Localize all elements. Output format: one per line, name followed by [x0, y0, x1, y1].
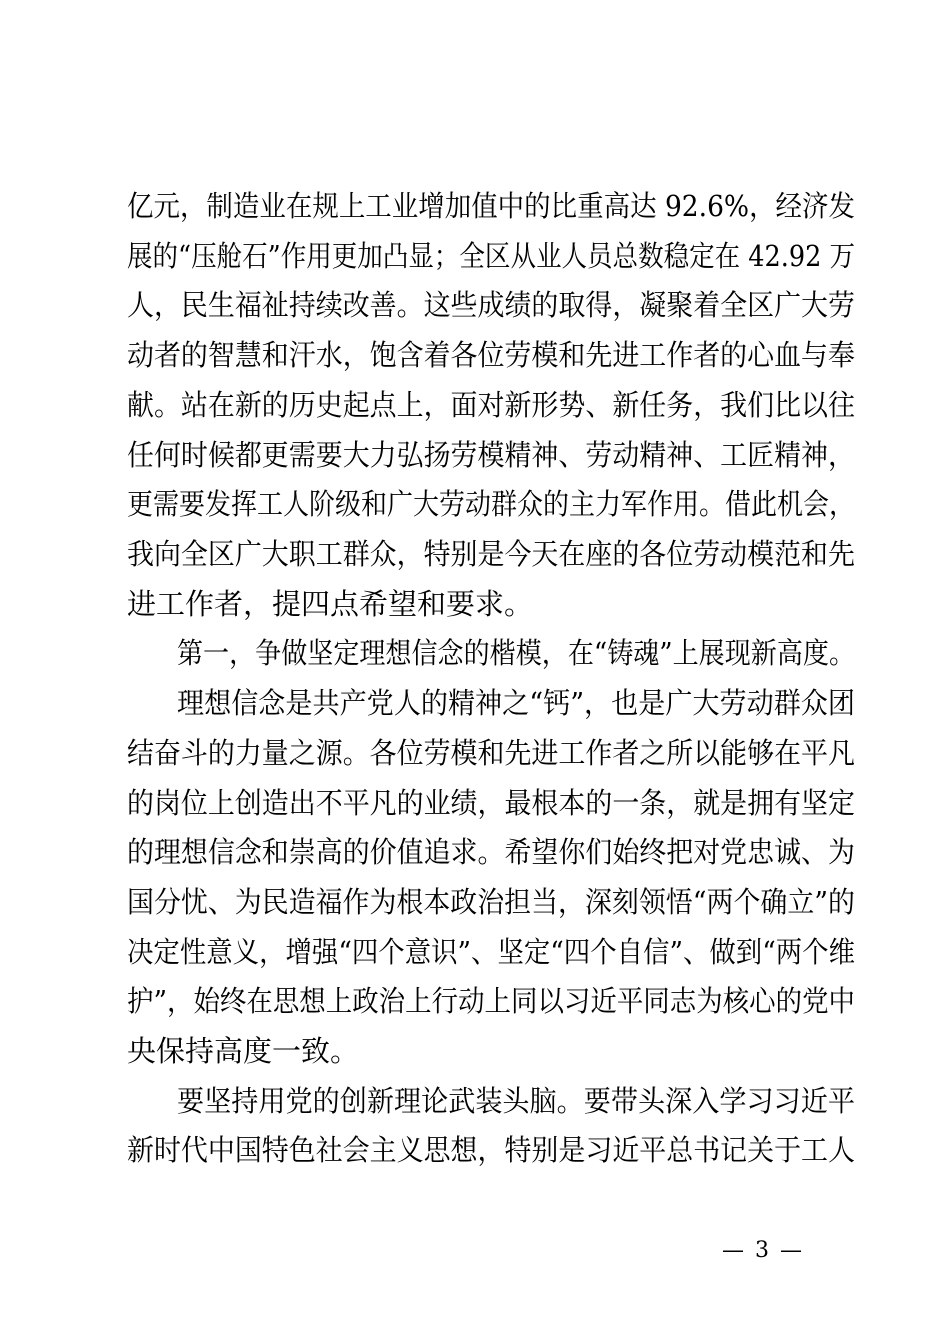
text-line-content: 国分忧、为民造福作为根本政治担当，深刻领悟“两个确立”的: [127, 885, 855, 919]
text-line: [0, 484, 950, 524]
text-line-content: 的岗位上创造出不平凡的业绩，最根本的一条，就是拥有坚定: [127, 786, 855, 820]
text-line-content: 要坚持用党的创新理论武装头脑。要带头深入学习习近平: [177, 1084, 855, 1118]
section-heading-text: 第一，争做坚定理想信念的楷模，在“铸魂”上展现新高度。: [177, 636, 855, 670]
text-line: [0, 932, 950, 972]
text-line: [0, 832, 950, 872]
text-line-content: 新时代中国特色社会主义思想，特别是习近平总书记关于工人: [127, 1133, 855, 1167]
text-line-content: 任何时候都更需要大力弘扬劳模精神、劳动精神、工匠精神，: [127, 438, 855, 472]
text-line-content: 亿元，制造业在规上工业增加值中的比重高达 92.6%，经济发: [127, 189, 855, 223]
text-line-content: 的理想信念和崇高的价值追求。希望你们始终把对党忠诚、为: [127, 835, 855, 869]
text-line: [0, 584, 950, 624]
page-number-text: — 3 —: [722, 1238, 804, 1263]
page-number: [0, 1236, 950, 1266]
text-line: [0, 1081, 950, 1121]
text-line: [0, 981, 950, 1021]
text-line: [0, 385, 950, 425]
section-heading: [0, 633, 950, 673]
text-line: [0, 683, 950, 723]
text-line: [0, 534, 950, 574]
text-line-content: 进工作者，提四点希望和要求。: [127, 587, 534, 621]
text-line: [0, 1130, 950, 1170]
text-line: [0, 882, 950, 922]
text-line-content: 央保持高度一致。: [127, 1034, 360, 1068]
text-line: [0, 335, 950, 375]
text-line-content: 人，民生福祉持续改善。这些成绩的取得，凝聚着全区广大劳: [127, 288, 855, 322]
text-line-content: 护”，始终在思想上政治上行动上同以习近平同志为核心的党中: [127, 984, 855, 1018]
text-line-content: 决定性意义，增强“四个意识”、坚定“四个自信”、做到“两个维: [127, 935, 855, 969]
text-line: [0, 1031, 950, 1071]
text-line-content: 理想信念是共产党人的精神之“钙”，也是广大劳动群众团: [177, 686, 855, 720]
text-line-content: 结奋斗的力量之源。各位劳模和先进工作者之所以能够在平凡: [127, 736, 855, 770]
text-line-content: 我向全区广大职工群众，特别是今天在座的各位劳动模范和先: [127, 537, 855, 571]
text-line: [0, 733, 950, 773]
text-line: [0, 435, 950, 475]
text-line-content: 献。站在新的历史起点上，面对新形势、新任务，我们比以往: [127, 388, 855, 422]
text-line: [0, 783, 950, 823]
text-line-content: 更需要发挥工人阶级和广大劳动群众的主力军作用。借此机会，: [127, 487, 855, 521]
text-line-content: 动者的智慧和汗水，饱含着各位劳模和先进工作者的心血与奉: [127, 338, 855, 372]
text-line: [0, 285, 950, 325]
text-line: [0, 236, 950, 276]
text-line-content: 展的“压舱石”作用更加凸显；全区从业人员总数稳定在 42.92 万: [127, 239, 855, 273]
text-line: [0, 186, 950, 226]
